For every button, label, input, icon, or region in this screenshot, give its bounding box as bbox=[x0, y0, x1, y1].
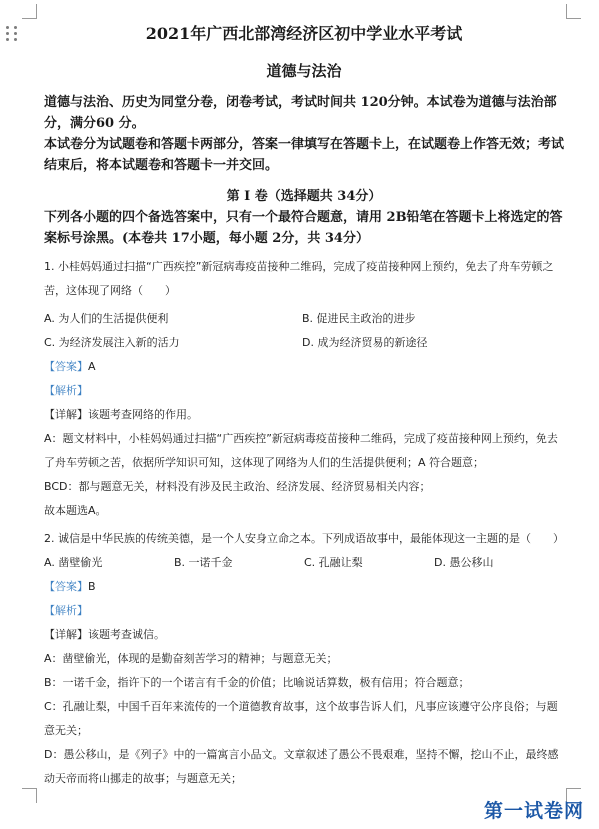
document-page bbox=[44, 14, 564, 791]
analysis-tag: 【解析】 bbox=[44, 604, 88, 617]
intro-paragraph-1: 道德与法治、历史为同堂分卷，闭卷考试，考试时间共 120分钟。本试卷为道德与法治部分，满分60 分。 bbox=[44, 95, 557, 131]
option-b: B. 促进民主政治的进步 bbox=[302, 312, 416, 325]
answer-line bbox=[44, 575, 564, 599]
explanation-d: D：愚公移山，是《列子》中的一篇寓言小品文。文章叙述了愚公不畏艰难，坚持不懈，挖山不止，最终感动天帝而将山挪走的故事；与题意无关； bbox=[44, 748, 559, 785]
question-1 bbox=[44, 255, 564, 523]
page-corner-mark-top-right bbox=[566, 4, 581, 19]
watermark-logo: 第一试卷网 bbox=[484, 800, 585, 822]
explanation-bcd: BCD：都与题意无关，材料没有涉及民主政治、经济发展、经济贸易相关内容； bbox=[44, 480, 431, 493]
question-stem: 1. 小桂妈妈通过扫描“广西疾控”新冠病毒疫苗接种二维码，完成了疫苗接种网上预约，免去了舟车劳顿之苦，这体现了网络（ ） bbox=[44, 260, 554, 297]
subject-title: 道德与法治 bbox=[266, 62, 342, 80]
question-stem: 2. 诚信是中华民族的传统美德，是一个人安身立命之本。下列成语故事中，最能体现这一主题的是（ ） bbox=[44, 532, 564, 545]
conclusion: 故本题选A。 bbox=[44, 504, 107, 517]
option-row bbox=[44, 551, 564, 575]
question-2 bbox=[44, 527, 564, 791]
intro-paragraph-2: 本试卷分为试题卷和答题卡两部分，答案一律填写在答题卡上，在试题卷上作答无效；考试结束后，将本试题卷和答题卡一并交回。 bbox=[44, 137, 565, 173]
section-instruction: 下列各小题的四个备选答案中，只有一个最符合题意，请用 2B铅笔在答题卡上将选定的答案标号涂黑。(本卷共 17小题，每小题 2分，共 34分） bbox=[44, 210, 563, 246]
answer-tag: 【答案】 bbox=[44, 580, 88, 593]
option-a: A. 凿壁偷光 bbox=[44, 556, 103, 569]
detail-line bbox=[44, 623, 564, 647]
option-row bbox=[44, 331, 564, 355]
exam-title: 2021年广西北部湾经济区初中学业水平考试 bbox=[145, 24, 463, 43]
drag-handle-icon[interactable] bbox=[4, 25, 18, 41]
explanation-c: C：孔融让梨，中国千百年来流传的一个道德教育故事，这个故事告诉人们，凡事应该遵守公序良俗；与题意无关； bbox=[44, 700, 558, 737]
option-row bbox=[44, 307, 564, 331]
answer-line bbox=[44, 355, 564, 379]
page-corner-mark-top-left bbox=[22, 4, 37, 19]
option-c: C. 为经济发展注入新的活力 bbox=[44, 336, 180, 349]
option-b: B. 一诺千金 bbox=[174, 556, 233, 569]
detail-text: 该题考查网络的作用。 bbox=[88, 408, 198, 421]
option-a: A. 为人们的生活提供便利 bbox=[44, 312, 169, 325]
answer-value: A bbox=[88, 360, 96, 373]
answer-tag: 【答案】 bbox=[44, 360, 88, 373]
page-corner-mark-bottom-left bbox=[22, 788, 37, 803]
detail-tag: 【详解】 bbox=[44, 408, 88, 421]
option-d: D. 愚公移山 bbox=[434, 556, 494, 569]
explanation-a: A：凿壁偷光，体现的是勤奋刻苦学习的精神；与题意无关； bbox=[44, 652, 338, 665]
detail-text: 该题考查诚信。 bbox=[88, 628, 165, 641]
explanation-a: A：题文材料中，小桂妈妈通过扫描“广西疾控”新冠病毒疫苗接种二维码，完成了疫苗接种网上预约，免去了舟车劳顿之苦，依据所学知识可知，这体现了网络为人们的生活提供便利；A 符合题意； bbox=[44, 432, 558, 469]
section-title: 第 I 卷（选择题共 34分） bbox=[226, 189, 382, 204]
option-d: D. 成为经济贸易的新途径 bbox=[302, 336, 428, 349]
answer-value: B bbox=[88, 580, 96, 593]
detail-tag: 【详解】 bbox=[44, 628, 88, 641]
explanation-b: B：一诺千金，指许下的一个诺言有千金的价值；比喻说话算数，极有信用；符合题意； bbox=[44, 676, 470, 689]
detail-line bbox=[44, 403, 564, 427]
analysis-tag: 【解析】 bbox=[44, 384, 88, 397]
option-c: C. 孔融让梨 bbox=[304, 556, 363, 569]
